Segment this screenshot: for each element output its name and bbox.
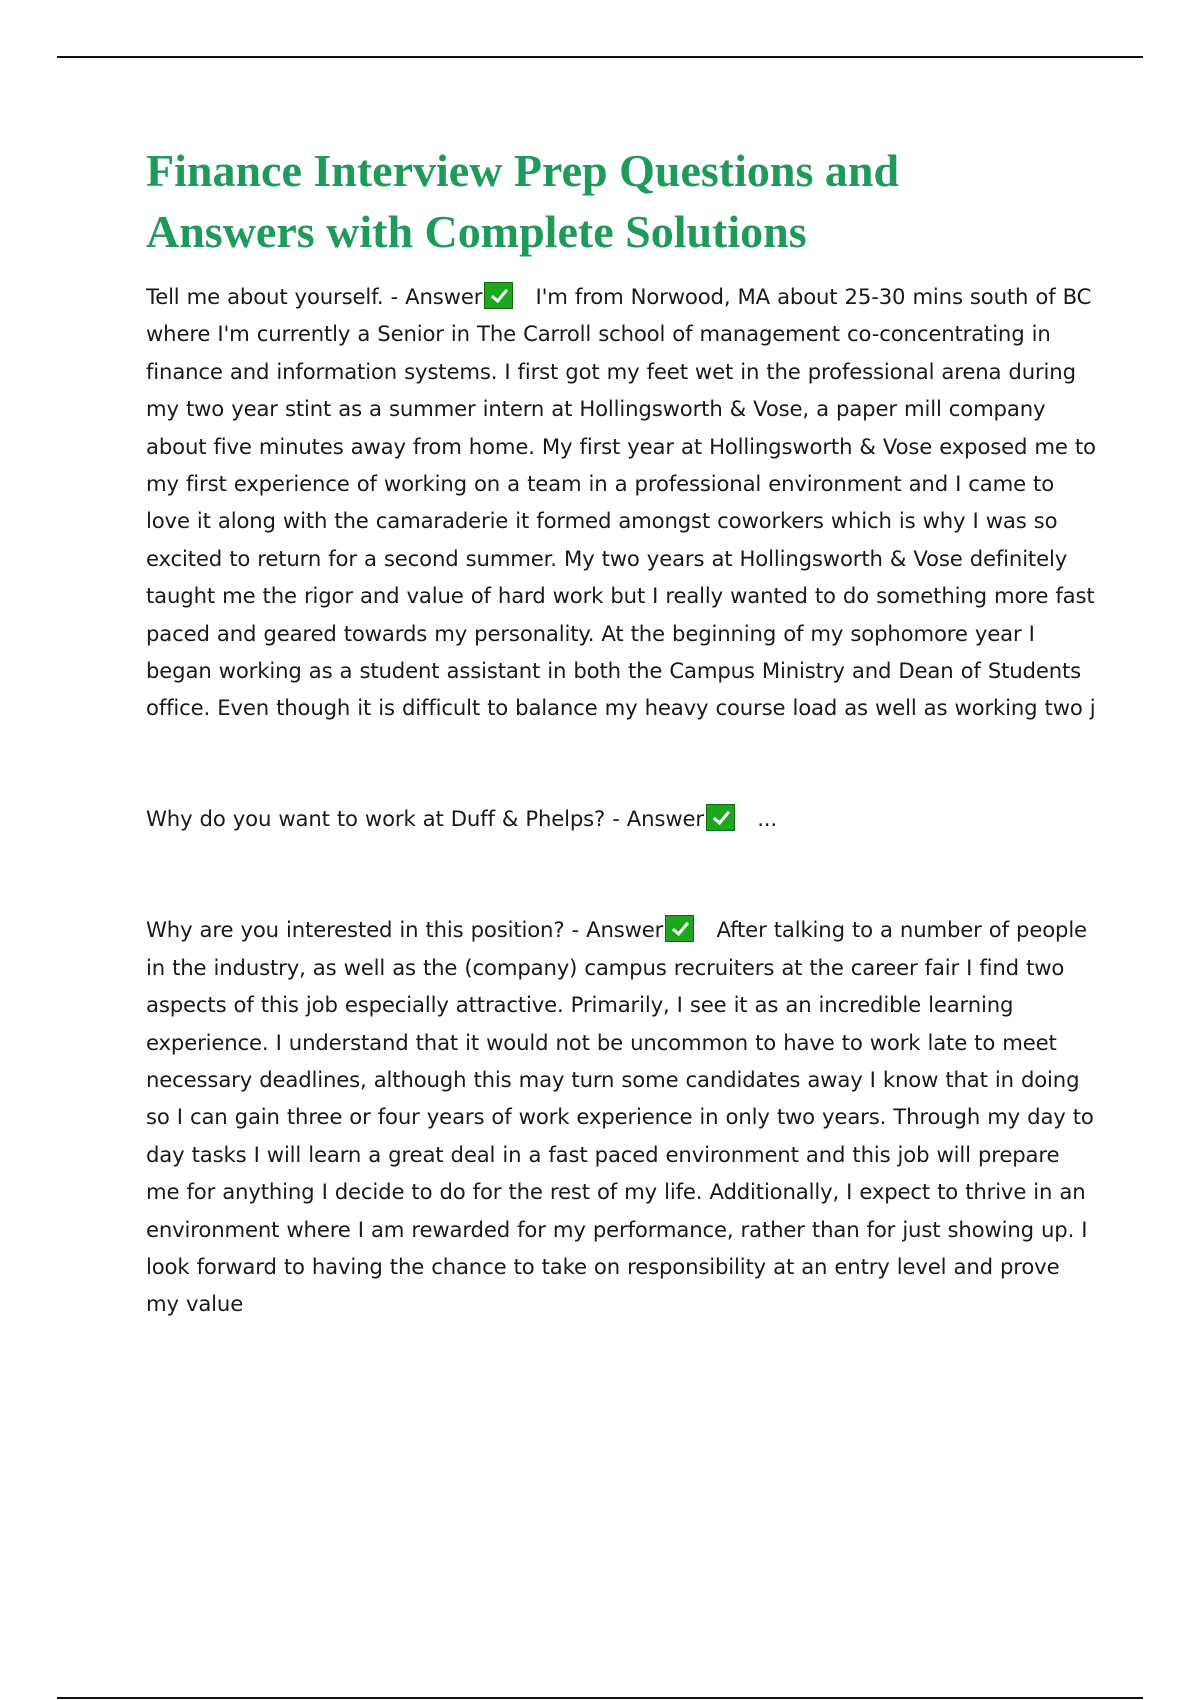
qa-item [146, 911, 1096, 1322]
question-text: Tell me about yourself. - Answer [146, 284, 483, 309]
document-body [146, 140, 1096, 1323]
answer-text: ... [757, 805, 777, 831]
qa-item [146, 278, 1096, 727]
answer-text: After talking to a number of people in the industry, as well as the (company) campus recruiters at the career fair I find two aspects of this job especially attractive. Primarily, I see it as an incredible learning experience. I understand that it would not be uncommon to have to work late to meet necessary deadlines, although this may turn some candidates away I know that in doing so I can gain three or four years of work experience in only two years. Through my day to day tasks I will learn a great deal in a fast paced environment and this job will prepare me for anything I decide to do for the rest of my life. Additionally, I expect to thrive in an environment where I am rewarded for my performance, rather than for just showing up. I look forward to having the chance to take on responsibility at an entry level and prove my value [146, 917, 1094, 1317]
question-text: Why do you want to work at Duff & Phelps? - Answer [146, 805, 704, 831]
document-title: Finance Interview Prep Questions and Answers with Complete Solutions [146, 145, 900, 257]
qa-item [146, 800, 1096, 837]
top-rule [57, 56, 1143, 58]
bottom-rule [57, 1697, 1143, 1699]
answer-text: I'm from Norwood, MA about 25-30 mins south of BC where I'm currently a Senior in The Carroll school of management co-concentrating in finance and information systems. I first got my feet wet in the professional arena during my two year stint as a summer intern at Hollingsworth & Vose, a paper mill company about five minutes away from home. My first year at Hollingsworth & Vose exposed me to my first experience of working on a team in a professional environment and I came to love it along with the camaraderie it formed amongst coworkers which is why I was so excited to return for a second summer. My two years at Hollingsworth & Vose definitely taught me the rigor and value of hard work but I really wanted to do something more fast paced and geared towards my personality. At the beginning of my sophomore year I began working as a student assistant in both the Campus Ministry and Dean of Students office. Even though it is difficult to balance my heavy course load as well as working two j [146, 284, 1096, 721]
green-checkmark-icon [484, 282, 513, 309]
green-checkmark-icon [665, 915, 694, 942]
green-checkmark-icon [706, 804, 735, 831]
question-text: Why are you interested in this position? - Answer [146, 917, 664, 943]
